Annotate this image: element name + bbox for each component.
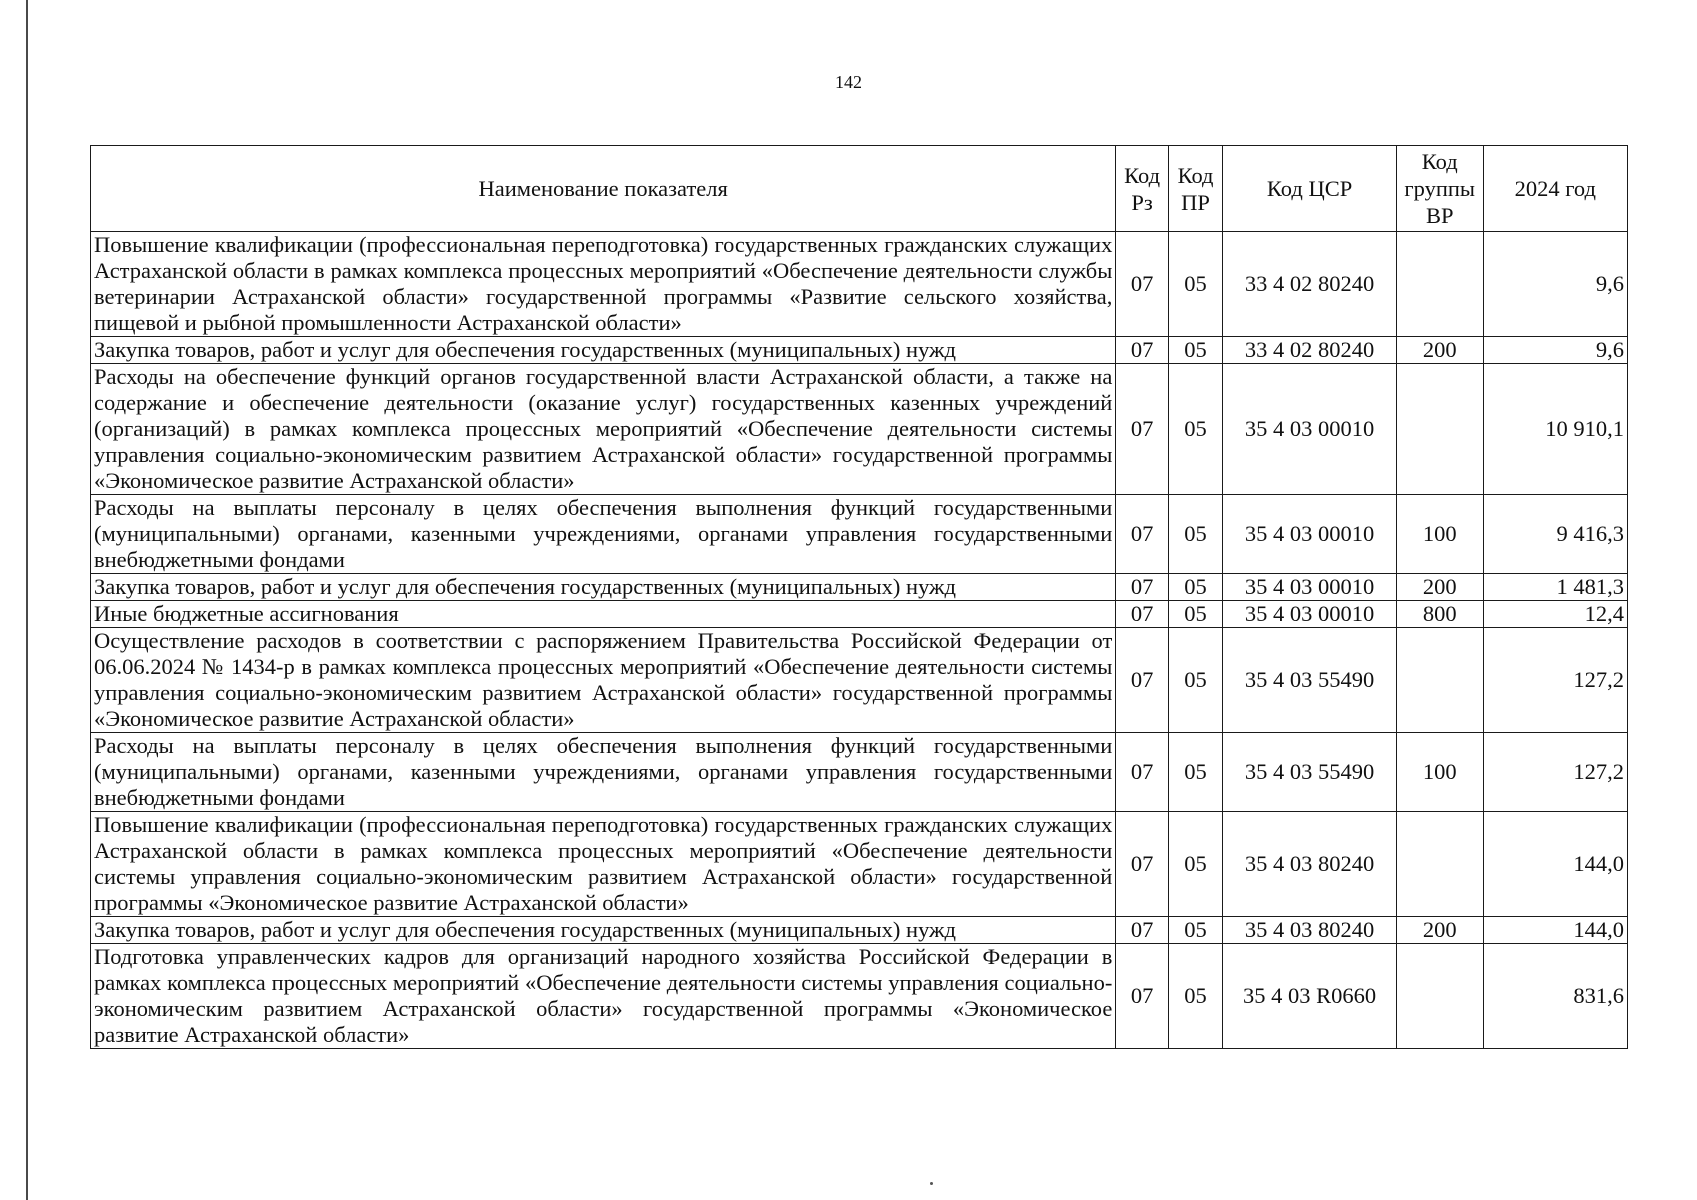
table-row bbox=[91, 733, 1628, 812]
cell-2024: 9 416,3 bbox=[1483, 495, 1627, 574]
table-row bbox=[91, 944, 1628, 1049]
cell-name: Закупка товаров, работ и услуг для обеспечения государственных (муниципальных) нужд bbox=[91, 337, 1116, 364]
cell-name: Расходы на обеспечение функций органов государственной власти Астраханской области, а также на содержание и обеспечение деятельности (оказание услуг) государственных казенных учреждений (организаций) в рамках комплекса процессных мероприятий «Обеспечение деятельности системы управления социально-экономическим развитием Астраханской области» государственной программы «Экономическое развитие Астраханской области» bbox=[91, 364, 1116, 495]
cell-pr: 05 bbox=[1168, 364, 1222, 495]
cell-csr: 35 4 03 00010 bbox=[1223, 364, 1397, 495]
cell-vr bbox=[1396, 364, 1483, 495]
table-row bbox=[91, 364, 1628, 495]
cell-rz: 07 bbox=[1116, 495, 1168, 574]
cell-csr: 33 4 02 80240 bbox=[1223, 337, 1397, 364]
cell-csr: 35 4 03 80240 bbox=[1223, 812, 1397, 917]
cell-rz: 07 bbox=[1116, 733, 1168, 812]
cell-csr: 33 4 02 80240 bbox=[1223, 232, 1397, 337]
cell-name: Закупка товаров, работ и услуг для обеспечения государственных (муниципальных) нужд bbox=[91, 574, 1116, 601]
cell-name: Повышение квалификации (профессиональная переподготовка) государственных гражданских служащих Астраханской области в рамках комплекса процессных мероприятий «Обеспечение деятельности системы управления социально-экономическим развитием Астраханской области» государственной программы «Экономическое развитие Астраханской области» bbox=[91, 812, 1116, 917]
cell-vr: 800 bbox=[1396, 601, 1483, 628]
cell-2024: 144,0 bbox=[1483, 917, 1627, 944]
cell-csr: 35 4 03 55490 bbox=[1223, 628, 1397, 733]
cell-rz: 07 bbox=[1116, 601, 1168, 628]
cell-name: Расходы на выплаты персоналу в целях обеспечения выполнения функций государственными (муниципальными) органами, казенными учреждениями, органами управления государственными внебюджетными фондами bbox=[91, 733, 1116, 812]
cell-vr bbox=[1396, 812, 1483, 917]
cell-2024: 12,4 bbox=[1483, 601, 1627, 628]
cell-2024: 1 481,3 bbox=[1483, 574, 1627, 601]
cell-name: Расходы на выплаты персоналу в целях обеспечения выполнения функций государственными (муниципальными) органами, казенными учреждениями, органами управления государственными внебюджетными фондами bbox=[91, 495, 1116, 574]
cell-2024: 9,6 bbox=[1483, 337, 1627, 364]
cell-vr: 100 bbox=[1396, 495, 1483, 574]
cell-vr: 200 bbox=[1396, 337, 1483, 364]
page-number: 142 bbox=[835, 72, 862, 92]
header-csr: Код ЦСР bbox=[1223, 146, 1397, 232]
cell-name: Закупка товаров, работ и услуг для обеспечения государственных (муниципальных) нужд bbox=[91, 917, 1116, 944]
cell-vr: 200 bbox=[1396, 574, 1483, 601]
cell-2024: 127,2 bbox=[1483, 628, 1627, 733]
cell-2024: 127,2 bbox=[1483, 733, 1627, 812]
table-row bbox=[91, 495, 1628, 574]
cell-vr bbox=[1396, 944, 1483, 1049]
cell-csr: 35 4 03 00010 bbox=[1223, 574, 1397, 601]
cell-csr: 35 4 03 55490 bbox=[1223, 733, 1397, 812]
header-rz: Код Рз bbox=[1116, 146, 1168, 232]
cell-rz: 07 bbox=[1116, 337, 1168, 364]
table-body bbox=[91, 232, 1628, 1049]
cell-name: Осуществление расходов в соответствии с распоряжением Правительства Российской Федерации от 06.06.2024 № 1434-р в рамках комплекса процессных мероприятий «Обеспечение деятельности системы управления социально-экономическим развитием Астраханской области» государственной программы «Экономическое развитие Астраханской области» bbox=[91, 628, 1116, 733]
cell-pr: 05 bbox=[1168, 917, 1222, 944]
cell-rz: 07 bbox=[1116, 812, 1168, 917]
cell-name: Подготовка управленческих кадров для организаций народного хозяйства Российской Федерации в рамках комплекса процессных мероприятий «Обеспечение деятельности системы управления социально-экономическим развитием Астраханской области» государственной программы «Экономическое развитие Астраханской области» bbox=[91, 944, 1116, 1049]
header-pr: Код ПР bbox=[1168, 146, 1222, 232]
cell-rz: 07 bbox=[1116, 628, 1168, 733]
header-year: 2024 год bbox=[1483, 146, 1627, 232]
cell-rz: 07 bbox=[1116, 944, 1168, 1049]
cell-pr: 05 bbox=[1168, 944, 1222, 1049]
cell-vr bbox=[1396, 628, 1483, 733]
table-row bbox=[91, 337, 1628, 364]
cell-csr: 35 4 03 00010 bbox=[1223, 495, 1397, 574]
cell-2024: 10 910,1 bbox=[1483, 364, 1627, 495]
cell-2024: 831,6 bbox=[1483, 944, 1627, 1049]
cell-pr: 05 bbox=[1168, 337, 1222, 364]
cell-csr: 35 4 03 R0660 bbox=[1223, 944, 1397, 1049]
cell-pr: 05 bbox=[1168, 812, 1222, 917]
cell-vr bbox=[1396, 232, 1483, 337]
cell-vr: 200 bbox=[1396, 917, 1483, 944]
cell-name: Иные бюджетные ассигнования bbox=[91, 601, 1116, 628]
cell-pr: 05 bbox=[1168, 628, 1222, 733]
cell-2024: 144,0 bbox=[1483, 812, 1627, 917]
scan-edge-line bbox=[26, 0, 28, 1200]
cell-pr: 05 bbox=[1168, 232, 1222, 337]
table-header-row bbox=[91, 146, 1628, 232]
cell-pr: 05 bbox=[1168, 601, 1222, 628]
cell-pr: 05 bbox=[1168, 574, 1222, 601]
table-row bbox=[91, 601, 1628, 628]
cell-2024: 9,6 bbox=[1483, 232, 1627, 337]
header-name: Наименование показателя bbox=[91, 146, 1116, 232]
table-row bbox=[91, 232, 1628, 337]
cell-rz: 07 bbox=[1116, 232, 1168, 337]
cell-name: Повышение квалификации (профессиональная переподготовка) государственных гражданских служащих Астраханской области в рамках комплекса процессных мероприятий «Обеспечение деятельности службы ветеринарии Астраханской области» государственной программы «Развитие сельского хозяйства, пищевой и рыбной промышленности Астраханской области» bbox=[91, 232, 1116, 337]
cell-pr: 05 bbox=[1168, 495, 1222, 574]
budget-table bbox=[90, 145, 1628, 1049]
cell-vr: 100 bbox=[1396, 733, 1483, 812]
header-vr: Код группы ВР bbox=[1396, 146, 1483, 232]
table-row bbox=[91, 574, 1628, 601]
cell-csr: 35 4 03 80240 bbox=[1223, 917, 1397, 944]
cell-rz: 07 bbox=[1116, 364, 1168, 495]
cell-rz: 07 bbox=[1116, 574, 1168, 601]
cell-csr: 35 4 03 00010 bbox=[1223, 601, 1397, 628]
cell-pr: 05 bbox=[1168, 733, 1222, 812]
scan-speck bbox=[930, 1182, 933, 1185]
table-row bbox=[91, 917, 1628, 944]
cell-rz: 07 bbox=[1116, 917, 1168, 944]
table-row bbox=[91, 812, 1628, 917]
table-row bbox=[91, 628, 1628, 733]
